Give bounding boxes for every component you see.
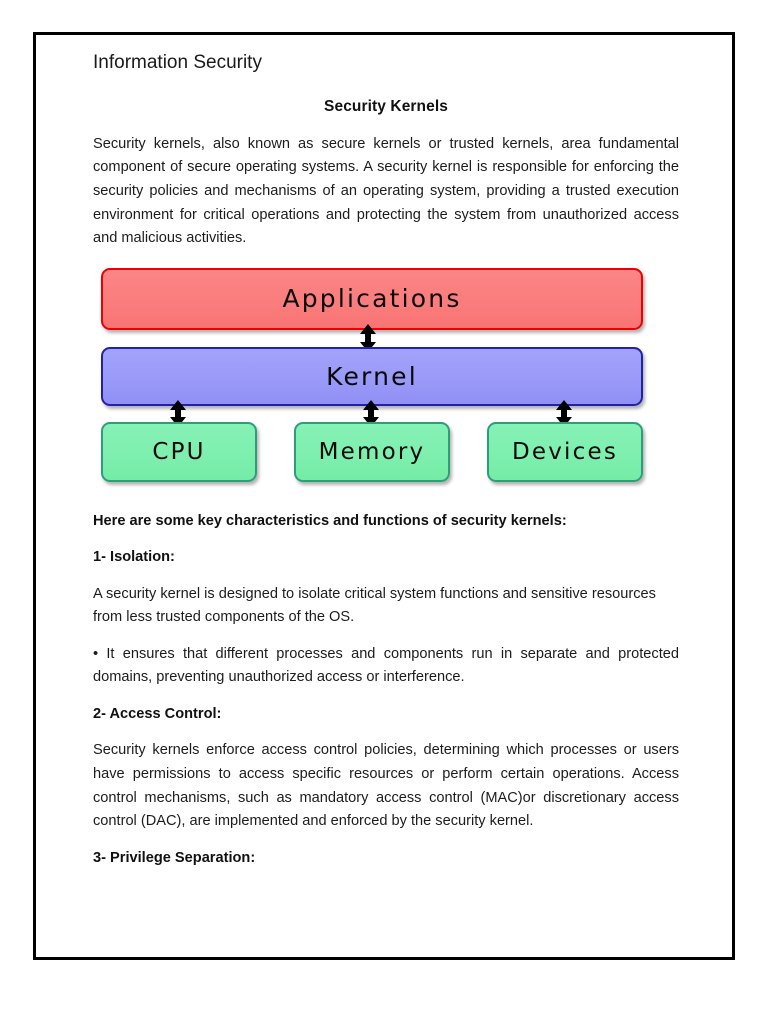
diagram-box-applications [101, 268, 643, 330]
diagram-box-memory [294, 422, 450, 482]
diagram-box-memory-label: Memory [318, 438, 426, 465]
key-characteristics-lead-in: Here are some key characteristics and functions of security kernels: [93, 512, 567, 529]
section-heading-isolation: 1- Isolation: [93, 549, 175, 566]
section-bullet-isolation: • It ensures that different processes and components run in separate and protected domains, preventing unauthorized access or interference. [93, 645, 679, 686]
diagram-box-devices [487, 422, 643, 482]
document-header-title: Information Security [93, 52, 262, 73]
document-page [33, 32, 735, 960]
diagram-box-devices-label: Devices [511, 438, 619, 465]
intro-paragraph: Security kernels, also known as secure kernels or trusted kernels, area fundamental component of secure operating systems. A security kernel is responsible for enforcing the security policies and mechanisms of an operating system, providing a trusted execution environment for critical operations and protecting the system from unauthorized access and malicious activities. [93, 135, 679, 247]
section-heading-privilege-separation: 3- Privilege Separation: [93, 850, 256, 866]
document-content [93, 50, 679, 883]
security-kernel-architecture-diagram [93, 264, 679, 496]
diagram-box-kernel-label: Kernel [326, 361, 418, 391]
section-body-isolation: A security kernel is designed to isolate critical system functions and sensitive resources from less trusted components of the OS. [93, 585, 656, 626]
section-heading-access-control: 2- Access Control: [93, 706, 222, 723]
section-body-access-control: Security kernels enforce access control policies, determining which processes or users have permissions to access specific resources or perform certain operations. Access control mechanisms, such as mandatory access control (MAC)or discretionary access control (DAC), are implemented and enforced by the security kernel. [93, 742, 679, 830]
section-title: Security Kernels [324, 97, 448, 115]
diagram-box-applications-label: Applications [282, 284, 462, 314]
diagram-box-cpu [101, 422, 257, 482]
diagram-box-cpu-label: CPU [152, 438, 206, 465]
diagram-box-kernel [101, 347, 643, 406]
